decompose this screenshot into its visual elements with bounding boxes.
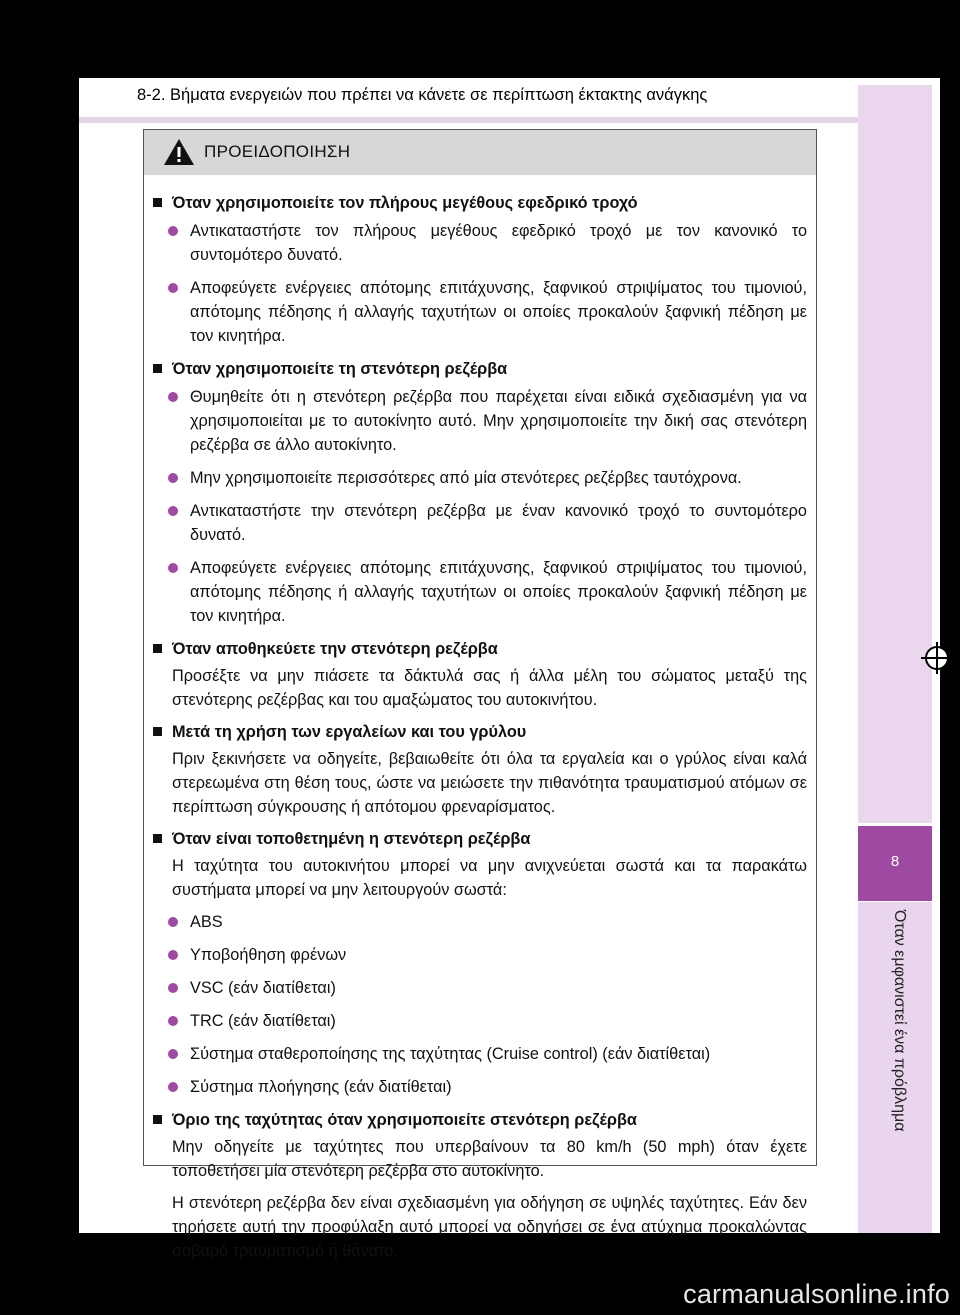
bullet-item: Υποβοήθηση φρένων xyxy=(168,943,807,967)
warning-content xyxy=(144,175,816,1263)
crop-mark xyxy=(938,78,940,128)
chapter-number: 8 xyxy=(890,853,900,870)
chapter-tab[interactable] xyxy=(858,826,932,901)
section-heading: Όταν αποθηκεύετε την στενότερη ρεζέρβα xyxy=(153,637,807,661)
warning-header xyxy=(144,130,816,175)
side-tab-top xyxy=(858,85,932,823)
bullet-item: ABS xyxy=(168,910,807,934)
warning-title: ΠΡΟΕΙΔΟΠΟΙΗΣΗ xyxy=(204,142,351,161)
section-heading: Όριο της ταχύτητας όταν χρησιμοποιείτε στενότερη ρεζέρβα xyxy=(153,1108,807,1132)
warning-box xyxy=(143,129,817,1260)
section-heading: Μετά τη χρήση των εργαλείων και του γρύλου xyxy=(153,720,807,744)
paragraph: Πριν ξεκινήσετε να οδηγείτε, βεβαιωθείτε ότι όλα τα εργαλεία και ο γρύλος είναι καλά στερεωμένα στη θέση τους, ώστε να μειώσετε την πιθανότητα τραυματισμού ατόμων σε περίπτωση σύγκρουσης ή απότομου φρεναρίσματος. xyxy=(172,750,807,816)
header-rule xyxy=(79,117,858,123)
registration-mark xyxy=(925,646,949,670)
bullet-item: Θυμηθείτε ότι η στενότερη ρεζέρβα που παρέχεται είναι ειδικά σχεδιασμένη για να χρησιμοποιείται με το αυτοκίνητο αυτό. Μην χρησιμοποιείτε την δική σας στενότερη ρεζέρβα σε άλλο αυτοκίνητο. xyxy=(168,385,807,457)
warning-triangle-icon xyxy=(163,138,195,166)
section-heading: Όταν χρησιμοποιείτε τον πλήρους μεγέθους εφεδρικό τροχό xyxy=(153,191,807,215)
bullet-item: Αποφεύγετε ενέργειες απότομης επιτάχυνσης, ξαφνικού στριψίματος του τιμονιού, απότομης πέδησης ή αλλαγής ταχυτήτων οι οποίες προκαλούν ξαφνική πέδηση με τον κινητήρα. xyxy=(168,556,807,628)
section-heading: Όταν είναι τοποθετημένη η στενότερη ρεζέρβα xyxy=(153,827,807,851)
bullet-item: Αποφεύγετε ενέργειες απότομης επιτάχυνσης, ξαφνικού στριψίματος του τιμονιού, απότομης πέδησης ή αλλαγής ταχυτήτων οι οποίες προκαλούν ξαφνική πέδηση με τον κινητήρα. xyxy=(168,276,807,348)
paragraph: Η ταχύτητα του αυτοκινήτου μπορεί να μην ανιχνεύεται σωστά και τα παρακάτω συστήματα μπορεί να μην λειτουργούν σωστά: xyxy=(172,857,807,899)
bullet-item: Σύστημα πλοήγησης (εάν διατίθεται) xyxy=(168,1075,807,1099)
bullet-item: Σύστημα σταθεροποίησης της ταχύτητας (Cruise control) (εάν διατίθεται) xyxy=(168,1042,807,1066)
crop-mark xyxy=(938,1180,940,1233)
bullet-item: Αντικαταστήστε τον πλήρους μεγέθους εφεδρικό τροχό με τον κανονικό το συντομότερο δυνατό. xyxy=(168,219,807,267)
bullet-item: Αντικαταστήστε την στενότερη ρεζέρβα με έναν κανονικό τροχό το συντομότερο δυνατό. xyxy=(168,499,807,547)
bullet-item: VSC (εάν διατίθεται) xyxy=(168,976,807,1000)
section-heading: Όταν χρησιμοποιείτε τη στενότερη ρεζέρβα xyxy=(153,357,807,381)
paragraph: Προσέξτε να μην πιάσετε τα δάκτυλά σας ή άλλα μέλη του σώματος μεταξύ της στενότερης ρεζέρβας και του αμαξώματος του αυτοκινήτου. xyxy=(172,667,807,709)
paragraph: Η στενότερη ρεζέρβα δεν είναι σχεδιασμένη για οδήγηση σε υψηλές ταχύτητες. Εάν δεν τηρήσετε αυτή την προφύλαξη αυτό μπορεί να οδηγήσει σε ένα ατύχημα προκαλώντας σοβαρό τραυματισμό ή θάνατο. xyxy=(172,1194,807,1260)
watermark: carmanualsonline.info xyxy=(683,1279,950,1309)
paragraph: Μην οδηγείτε με ταχύτητες που υπερβαίνουν τα 80 km/h (50 mph) όταν έχετε τοποθετήσει μία στενότερη ρεζέρβα στο αυτοκίνητο. xyxy=(172,1138,807,1180)
bullet-item: TRC (εάν διατίθεται) xyxy=(168,1009,807,1033)
chapter-title: Όταν εμφανιστεί ένα πρόβλημα xyxy=(891,910,908,1132)
bullet-item: Μην χρησιμοποιείτε περισσότερες από μία στενότερες ρεζέρβες ταυτόχρονα. xyxy=(168,466,807,490)
page-header: 8-2. Βήματα ενεργειών που πρέπει να κάνετε σε περίπτωση έκτακτης ανάγκης xyxy=(137,86,708,104)
